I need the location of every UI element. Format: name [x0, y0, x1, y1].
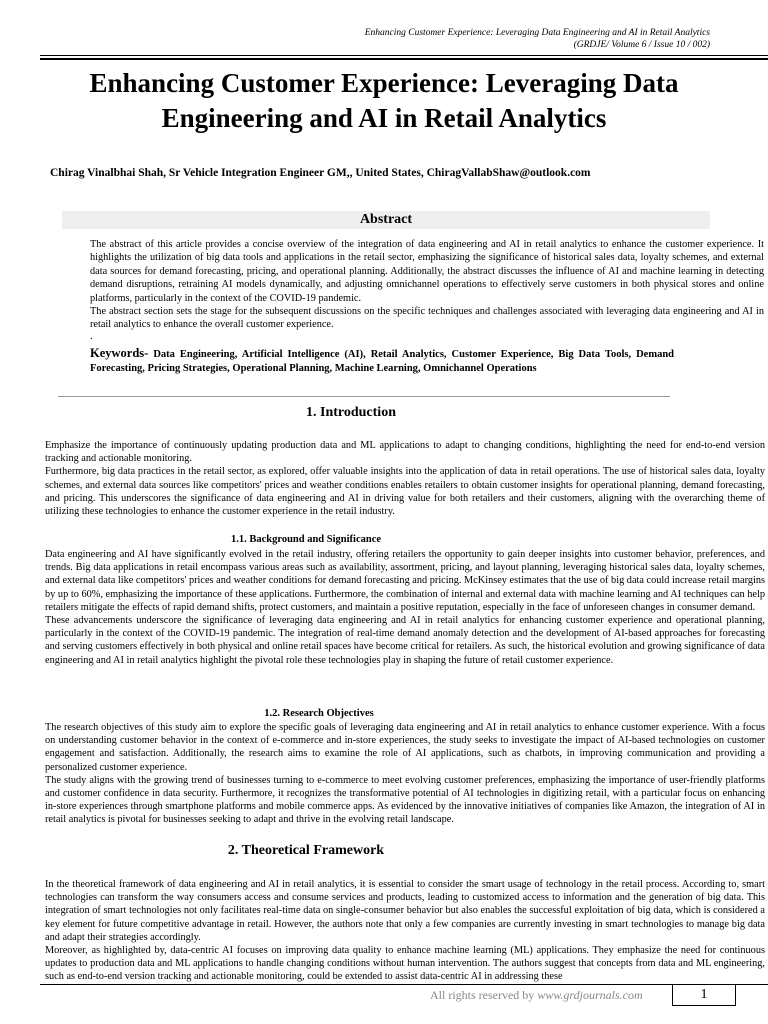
objectives-paragraph-2: The study aligns with the growing trend of businesses turning to e-commerce to meet evolving customer preferences, emphasizing the importance of user-friendly platforms and customer confidence in data security. Furthermore, it recognizes the transformative potential of AI technologies in digitizing retail, with a particular focus on enhancing in-store experiences through smartphone platforms and mobile commerce apps. As evidenced by the innovative initiatives of companies like Amazon, the integration of AI in retail analytics is pivotal for businesses seeking to adapt and thrive in the evolving retail landscape.: [45, 774, 765, 826]
objectives-paragraph-1: The research objectives of this study aim to explore the specific goals of leveraging data engineering and AI in retail analytics to enhance customer experience. With a focus on understanding customer behavior in the context of e-commerce and in-store experiences, the study seeks to investigate the impact of AI-based technologies on customer engagement and satisfaction. Additionally, the research aims to examine the role of AI applications, such as chatbots, in improving communication and providing a personalized customer experience.: [45, 722, 765, 773]
footer-rights-text: All rights reserved by: [430, 988, 535, 1002]
paper-title-line1: Enhancing Customer Experience: Leveraging Data: [89, 68, 679, 98]
keywords-label: Keywords-: [90, 346, 149, 360]
section-heading-introduction: 1. Introduction: [306, 405, 396, 420]
footer-rule: [40, 984, 768, 985]
footer-site-link[interactable]: www.grdjournals.com: [537, 988, 643, 1002]
section-divider: [58, 396, 670, 397]
abstract-heading: Abstract: [62, 211, 710, 229]
abstract-paragraph-2: The abstract section sets the stage for the subsequent discussions on the specific techniques and challenges associated with leveraging data engineering and AI in retail analytics to enhance the overall customer experience.: [90, 306, 764, 331]
introduction-paragraph-2: Furthermore, big data practices in the retail sector, as explored, offer valuable insights into the application of data in retail operations. The use of historical sales data, loyalty schemes, and external data sources like competitors' prices and weather conditions enables retailers to obtain customer insights for operational planning, demand forecasting, and pricing. This underscores the significance of data engineering and AI in driving value for both retailers and their customers, aligning with the overarching theme of utilizing these technologies to enhance the customer experience in the retail industry.: [45, 466, 765, 518]
background-body: [45, 548, 765, 667]
header-rule-bottom: [40, 58, 768, 60]
theory-paragraph-2: Moreover, as highlighted by, data-centric AI focuses on improving data quality to enhance machine learning (ML) applications. They emphasize the need for continuous updates to production data and ML applications to handle changing conditions without human intervention. The authors suggest that concepts from data and ML engineering, such as end-to-end version tracking and actionable monitoring, could be extended to assist data-centric AI in addressing these: [45, 945, 765, 983]
objectives-body: [45, 721, 765, 827]
subsection-heading-objectives: 1.2. Research Objectives: [264, 708, 374, 719]
paper-title: [40, 66, 728, 136]
running-title: Enhancing Customer Experience: Leveraging Data Engineering and AI in Retail Analytics: [364, 28, 710, 38]
keywords-text: Data Engineering, Artificial Intelligence (AI), Retail Analytics, Customer Experience, Big Data Tools, Demand Forecasting, Pricing Strategies, Operational Planning, Machine Learning, Omnichannel Operations: [90, 349, 674, 374]
page-number: 1: [672, 984, 736, 1006]
theory-paragraph-1: In the theoretical framework of data engineering and AI in retail analytics, it is essential to consider the smart usage of technology in the retail process. According to, smart technologies can transform the way consumers access and consume services and products, leading to customized access to information and the generation of big data. This integration of smart technologies not only facilitates real-time data on single-consumer behavior but also enables the successful exploitation of big data, which is considered a key element for future competitive advantage in retail. However, the authors note that only a few companies are currently investing in smart technologies to manage big data and adapt their strategies accordingly.: [45, 879, 765, 943]
background-paragraph-2: These advancements underscore the significance of leveraging data engineering and AI in retail analytics for enhancing customer experience and operational planning, particularly in the context of the COVID-19 pandemic. The integration of real-time demand anomaly detection and the development of AI-based approaches for forecasting and serving customers effectively in both physical and online retail spaces have become critical for retailers. As such, the historical evolution and growing significance of data engineering and AI in retail analytics highlight the pivotal role these technologies play in shaping the future of retail customer experience.: [45, 615, 765, 666]
author-line: Chirag Vinalbhai Shah, Sr Vehicle Integration Engineer GM,, United States, ChiragVallabShaw@outlook.com: [50, 167, 591, 179]
footer-rights: [430, 988, 643, 1003]
paper-title-line2: Engineering and AI in Retail Analytics: [161, 103, 607, 133]
introduction-paragraph-1: Emphasize the importance of continuously updating production data and ML applications to adapt to changing conditions, highlighting the need for end-to-end version tracking and actionable monitoring.: [45, 440, 765, 465]
running-header: [365, 27, 710, 51]
keywords-block: [90, 346, 674, 376]
introduction-body: [45, 439, 765, 518]
subsection-heading-background: 1.1. Background and Significance: [230, 534, 382, 545]
background-paragraph-1: Data engineering and AI have significantly evolved in the retail industry, offering retailers the opportunity to gain deeper insights into customer behavior, preferences, and trends. Big data applications in retail encompass various areas such as availability, assortment, pricing, and layout planning, leveraging historical sales data, loyalty schemes, and external data like competitors' prices and weather conditions for demand forecasting and pricing. McKinsey estimates that the use of big data could increase retail margins by up to 60%, emphasizing the importance of these applications. Furthermore, the combination of internal and external data with machine learning and AI techniques can help retailers mitigate the effects of rapid demand shifts, protect customers, and maintain a positive reputation, especially in the face of unforeseen changes in consumer demand.: [45, 549, 765, 613]
abstract-body: [90, 238, 764, 342]
abstract-paragraph-1: The abstract of this article provides a concise overview of the integration of data engineering and AI in retail analytics to enhance the customer experience. It highlights the utilization of big data tools and applications in the retail sector, emphasizing the significance of historical sales data, loyalty schemes, and external data sources for demand forecasting, pricing, and operational planning. Additionally, the abstract discusses the influence of AI and machine learning in detecting demand disruptions, retraining AI models dynamically, and adjusting omnichannel operations to effectively serve customers in both physical stores and online platforms, particularly in the context of the COVID-19 pandemic.: [90, 239, 764, 304]
abstract-dot: .: [90, 330, 93, 342]
theory-body: [45, 878, 765, 984]
header-rule-top: [40, 55, 768, 56]
section-heading-theoretical-framework: 2. Theoretical Framework: [227, 843, 385, 858]
journal-info: (GRDJE/ Volume 6 / Issue 10 / 002): [573, 40, 710, 50]
